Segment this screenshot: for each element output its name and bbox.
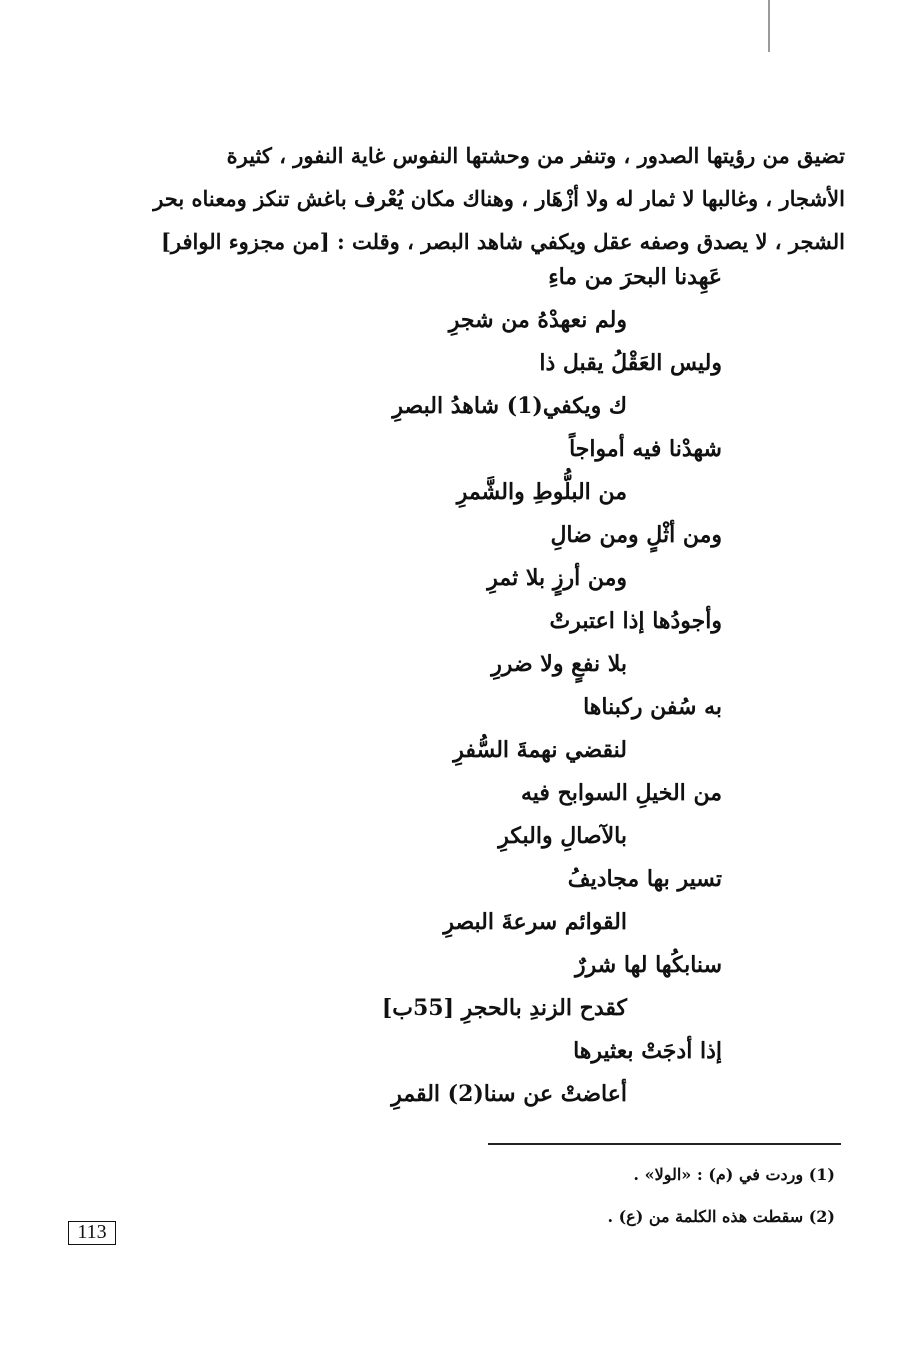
- footnote-1: (1) وردت في (م) : «الولا» .: [633, 1165, 835, 1184]
- verse-9: وأجودُها إذا اعتبرتْ: [549, 608, 722, 634]
- verse-8: ومن أرزٍ بلا ثمرِ: [487, 565, 627, 591]
- verse-17: سنابكُها لها شررٌ: [575, 952, 722, 978]
- verse-19: إذا أدجَتْ بعثيرها: [573, 1038, 722, 1064]
- verse-12: لنقضي نهمةَ السُّفرِ: [453, 737, 627, 763]
- footnote-separator: [488, 1143, 841, 1145]
- verse-10: بلا نفعٍ ولا ضررِ: [491, 651, 627, 677]
- verse-13: من الخيلِ السوابح فيه: [520, 780, 722, 806]
- verse-15: تسير بها مجاديفُ: [567, 866, 722, 892]
- verse-20: أعاضتْ عن سنا(2) القمرِ: [391, 1081, 627, 1107]
- verse-11: به سُفن ركبناها: [583, 694, 722, 720]
- verse-14: بالآصالِ والبكرِ: [498, 823, 627, 849]
- verse-3: وليس العَقْلُ يقبل ذا: [539, 350, 722, 376]
- footnote-2: (2) سقطت هذه الكلمة من (ع) .: [607, 1207, 835, 1226]
- verse-1: عَهِدنا البحرَ من ماءِ: [548, 264, 722, 290]
- verse-6: من البلُّوطِ والشَّمرِ: [456, 479, 627, 505]
- verse-2: ولم نعهدْهُ من شجرِ: [448, 307, 627, 333]
- verse-16: القوائم سرعةَ البصرِ: [443, 909, 627, 935]
- verse-4: ك ويكفي(1) شاهدُ البصرِ: [392, 393, 627, 419]
- page-number: 113: [68, 1221, 116, 1245]
- prose-line-3: الشجر ، لا يصدق وصفه عقل ويكفي شاهد البصر ، وقلت : [من مجزوء الوافر]: [160, 229, 845, 254]
- verse-18: كقدح الزندِ بالحجرِ [55ب]: [381, 995, 627, 1021]
- body-text: [133, 134, 845, 263]
- verse-5: شهدْنا فيه أمواجاً: [569, 436, 722, 462]
- page-edge-line: [768, 0, 770, 52]
- prose-line-2: الأشجار ، وغالبها لا ثمار له ولا أزْهَار ، وهناك مكان يُعْرف باغش تنكز ومعناه بحر: [153, 186, 845, 211]
- verse-7: ومن أثْلٍ ومن ضالِ: [550, 522, 722, 548]
- prose-line-1: تضيق من رؤيتها الصدور ، وتنفر من وحشتها النفوس غاية النفور ، كثيرة: [226, 143, 845, 168]
